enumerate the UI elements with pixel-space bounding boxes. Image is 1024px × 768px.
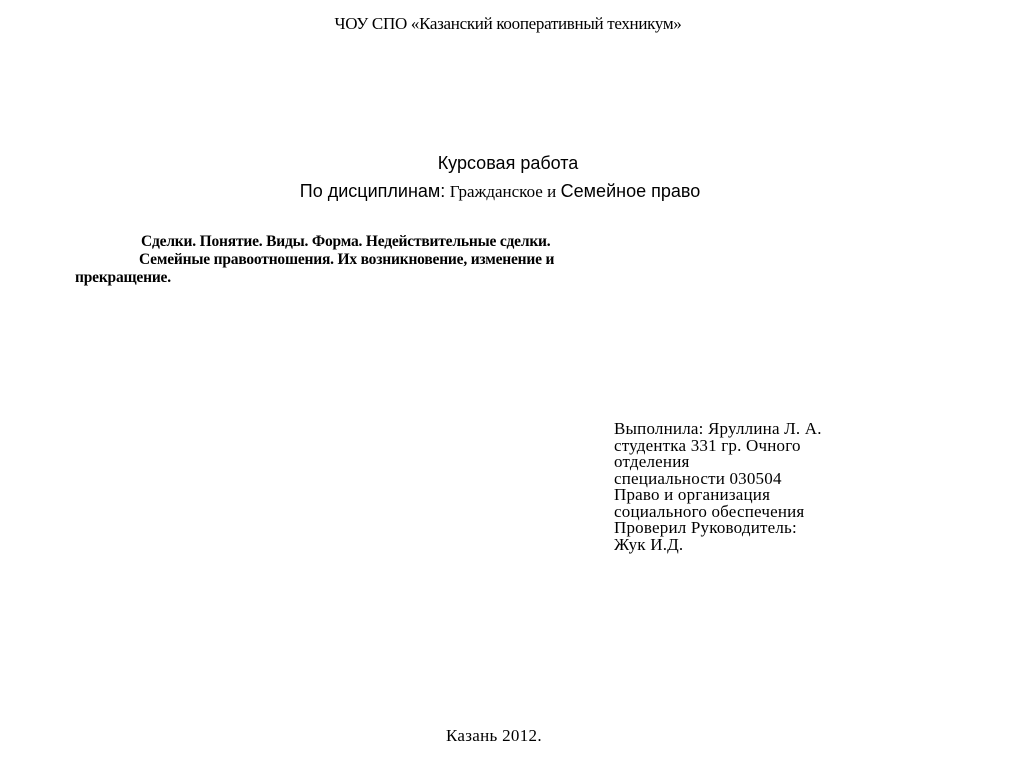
discipline-civil-law: Гражданское и (449, 182, 557, 201)
work-type: Курсовая работа (437, 153, 579, 173)
author-line: Выполнила: Яруллина Л. А. (614, 419, 822, 438)
author-line: специальности 030504 (614, 468, 782, 488)
discipline-family-law: Семейное право (560, 181, 701, 201)
institution-name: ЧОУ СПО «Казанский кооперативный техникум» (334, 14, 682, 33)
author-line: Право и организация (614, 485, 771, 504)
topic-line: Семейные правоотношения. Их возникновение, изменение и (139, 251, 555, 268)
author-line: отделения (614, 452, 690, 471)
discipline-line (0, 181, 1000, 202)
city-year: Казань 2012. (446, 726, 542, 745)
supervisor-name: Жук И.Д. (614, 534, 684, 554)
supervisor-line: Проверил Руководитель: (614, 518, 797, 537)
discipline-prefix: По дисциплинам: (299, 181, 446, 201)
topic-line: прекращение. (75, 269, 171, 286)
topic-title (75, 233, 865, 287)
author-line: студентка 331 гр. Очного (614, 435, 801, 455)
author-line: социального обеспечения (614, 501, 805, 521)
topic-line: Сделки. Понятие. Виды. Форма. Недействительные сделки. (141, 233, 551, 250)
author-block (614, 421, 944, 553)
